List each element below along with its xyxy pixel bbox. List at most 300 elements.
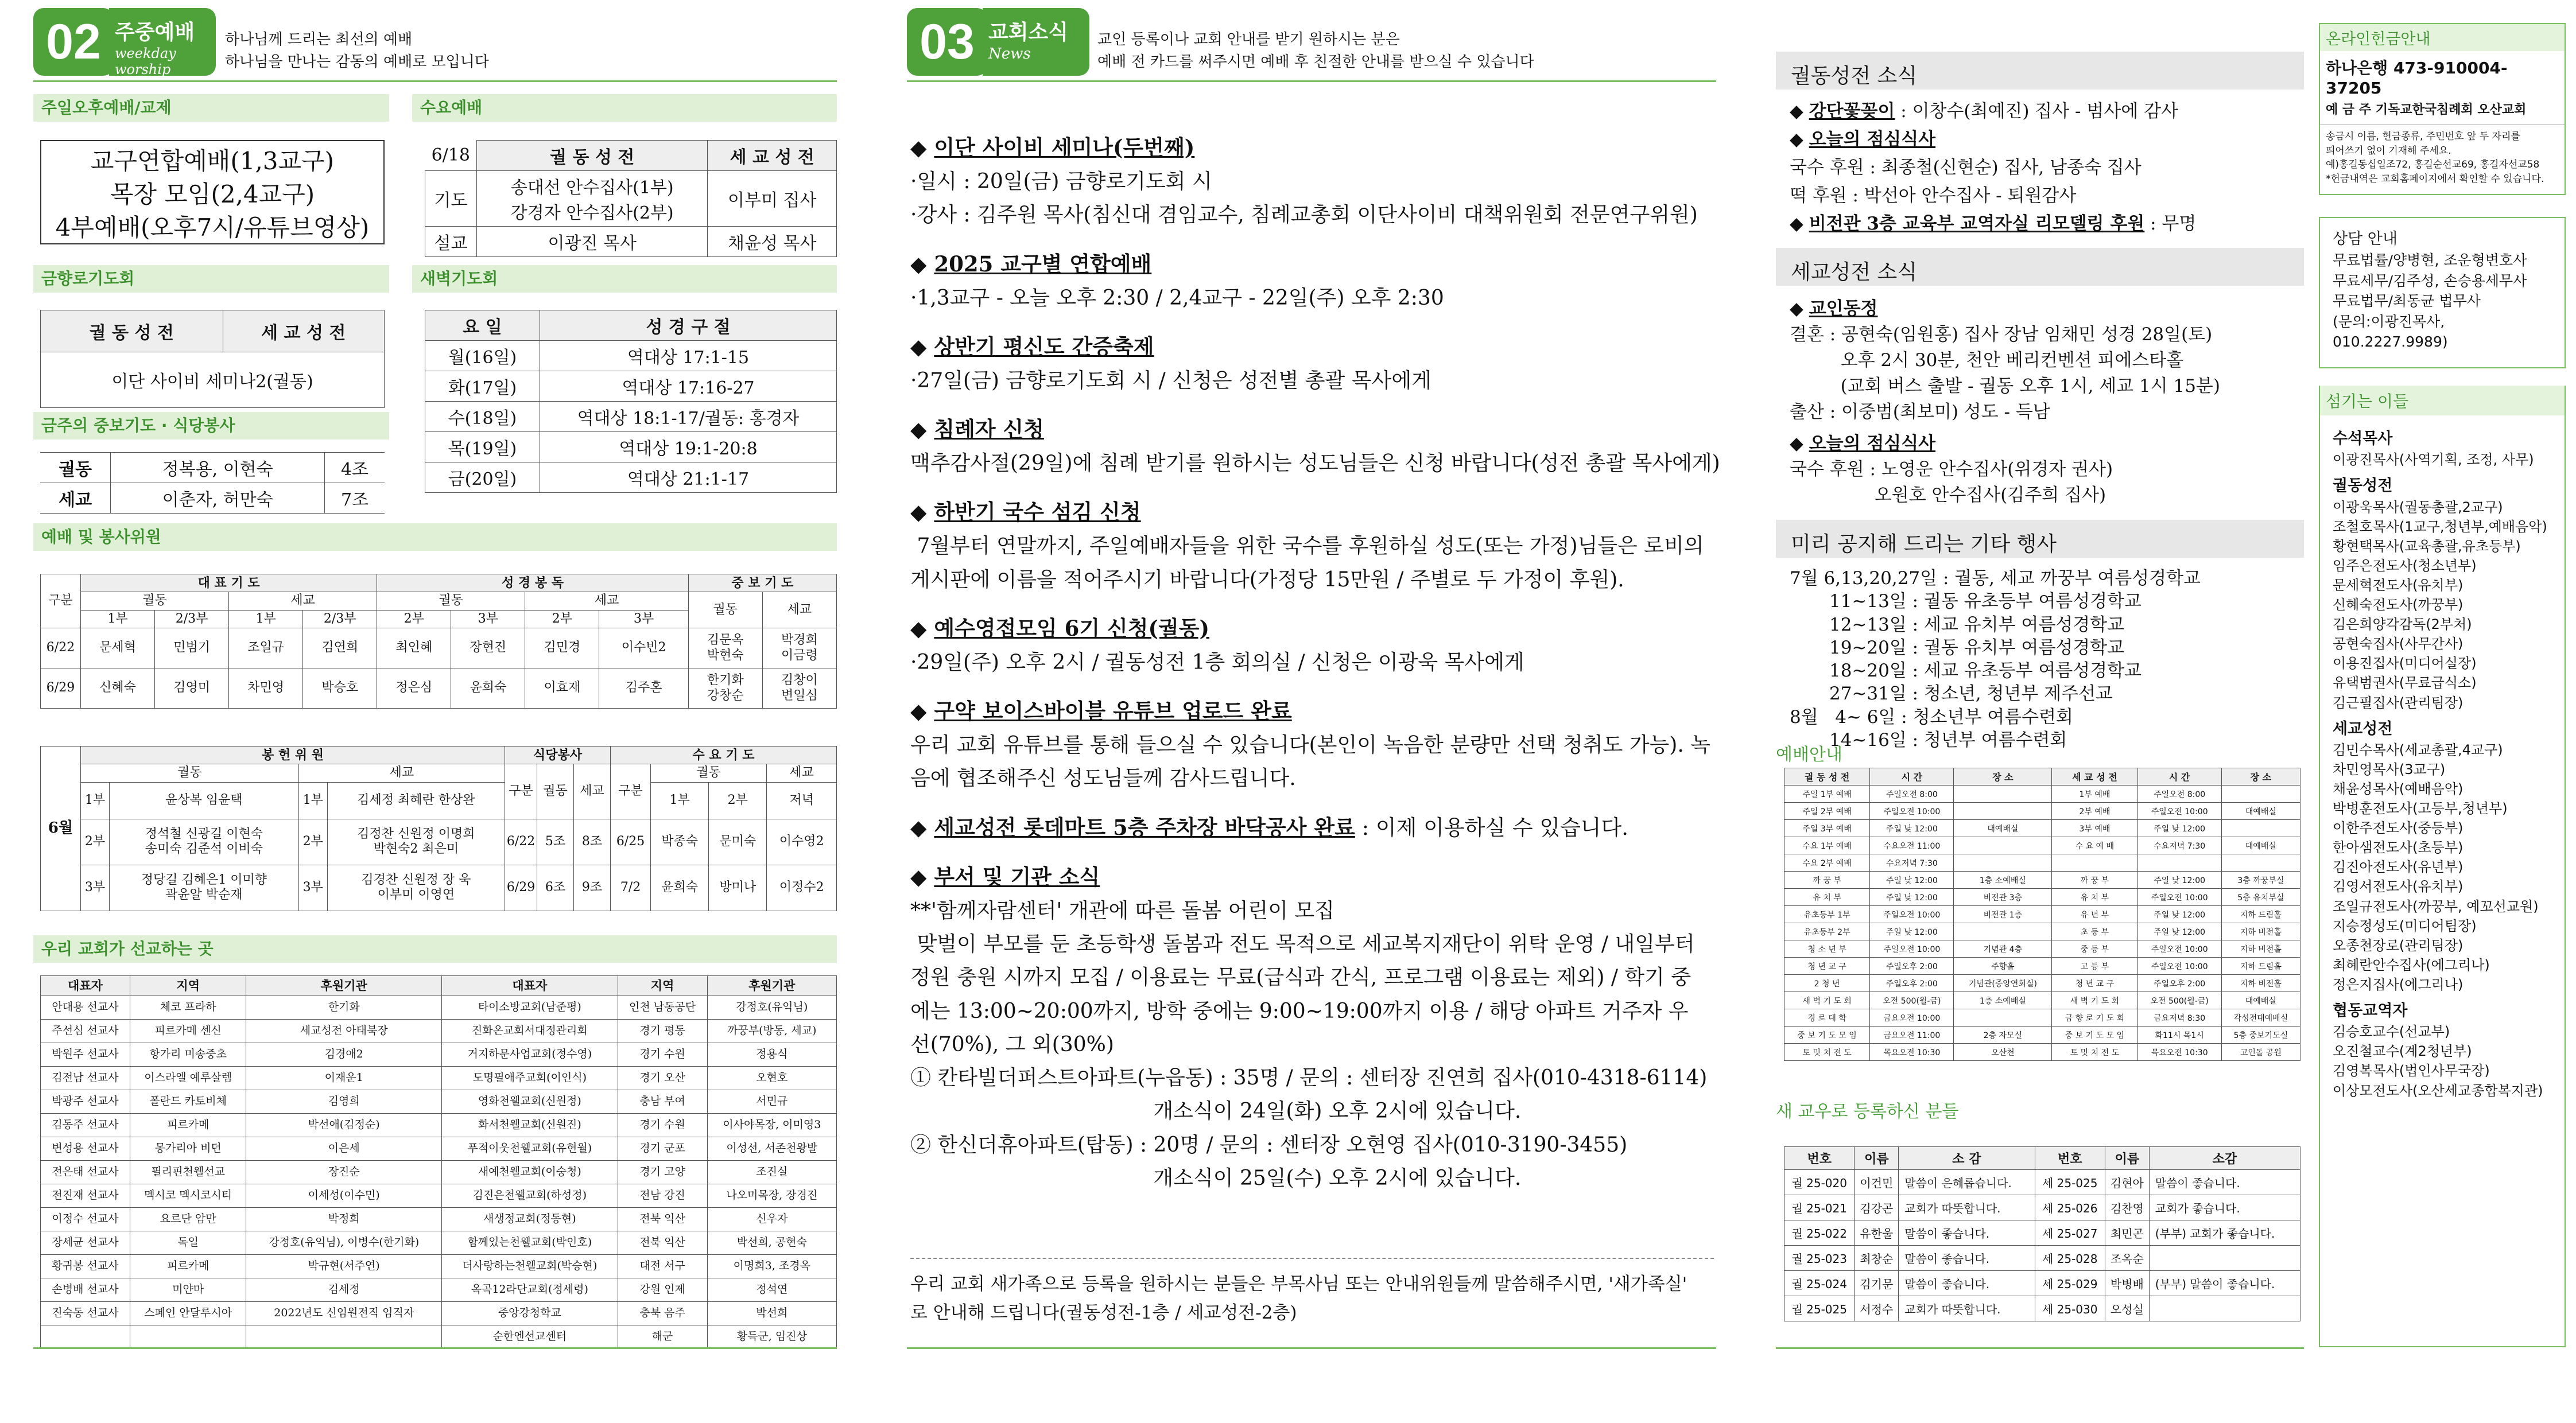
cell: 수요저녁 7:30 bbox=[2137, 837, 2221, 854]
cell: 저녁 bbox=[767, 782, 837, 819]
cell: 주일오후 2:00 bbox=[1870, 975, 1954, 992]
cell: 금(20일) bbox=[425, 462, 540, 493]
cell: 주일 3부 예배 bbox=[1784, 820, 1870, 837]
table-row bbox=[1784, 1044, 2300, 1061]
bold-label: 교인동정 bbox=[1809, 298, 1878, 319]
event-line: 19~20일 : 궐동 유치부 여름성경학교 bbox=[1790, 637, 2125, 658]
news-line: ·강사 : 김주원 목사(침신대 겸임교수, 침례교총회 이단사이비 대책위원회 전문연구위원) bbox=[910, 203, 1698, 227]
section-band: 미리 공지해 드리는 기타 행사 bbox=[1776, 520, 2304, 558]
cell: 청 년 교 구 bbox=[2052, 975, 2137, 992]
cell: 역대상 21:1-17 bbox=[540, 462, 837, 493]
cell bbox=[2149, 1246, 2300, 1271]
bank-account: 하나은행 473-910004-37205 bbox=[2326, 59, 2508, 98]
cell: 목(19일) bbox=[425, 432, 540, 462]
column-header: 궐 동 성 전 bbox=[1784, 768, 1870, 786]
cell: 신혜숙 bbox=[81, 668, 155, 709]
cell bbox=[1954, 786, 2052, 803]
news-heading bbox=[910, 495, 1714, 530]
news-item bbox=[910, 131, 1714, 232]
news-line: 음에 협조해주신 성도님들께 감사드립니다. bbox=[910, 767, 1296, 791]
sg-news-line: 국수 후원 : 노영운 안수집사(위경자 권사) bbox=[1790, 458, 2113, 480]
diamond-icon: ◆ bbox=[1790, 213, 1809, 234]
table-row bbox=[1784, 1009, 2300, 1027]
news-item bbox=[910, 612, 1714, 679]
cell: 변성용 선교사 bbox=[41, 1137, 130, 1161]
table-row bbox=[1784, 1220, 2300, 1246]
cell: 궐 25-025 bbox=[1784, 1296, 1855, 1321]
cell: 함께있는천웰교회(박인호) bbox=[442, 1231, 618, 1255]
cell: (부부) 말씀이 좋습니다. bbox=[2149, 1271, 2300, 1296]
news-title: 침례자 신청 bbox=[934, 417, 1044, 442]
cell: 3부 bbox=[451, 610, 525, 628]
cell: 7조 bbox=[325, 483, 385, 514]
cell: 주일 낮 12:00 bbox=[1870, 889, 1954, 906]
news-title: 예수영접모임 6기 신청(궐동) bbox=[934, 615, 1210, 641]
news-line: 정원 충원 시까지 모집 / 이용료는 무료(급식과 간식, 프로그램 이용료는 제외) / 학기 중 bbox=[910, 966, 1692, 990]
sunday-line: 4부예배(오후7시/유튜브영상) bbox=[55, 213, 370, 242]
cell: 김동주 선교사 bbox=[41, 1114, 130, 1137]
cell: 주일 낮 12:00 bbox=[2137, 906, 2221, 923]
cell: 기도 bbox=[425, 171, 477, 227]
cell: 정석철 신광길 이현숙 송미숙 김준석 이비숙 bbox=[110, 819, 299, 865]
dawn-table bbox=[425, 310, 837, 493]
diamond-icon: ◆ bbox=[910, 814, 934, 840]
online-note bbox=[2320, 125, 2565, 191]
footer-note bbox=[910, 1270, 1714, 1327]
cell: 강정호(유익님), 이병수(한기화) bbox=[246, 1231, 442, 1255]
staff-group-title: 수석목사 bbox=[2333, 430, 2393, 448]
cell: 문세혁 bbox=[81, 628, 155, 668]
cell: 9조 bbox=[574, 865, 611, 911]
cell: 민범기 bbox=[155, 628, 229, 668]
cell: 김영미 bbox=[155, 668, 229, 709]
news-item bbox=[910, 247, 1714, 315]
cell: 해군 bbox=[618, 1325, 707, 1349]
column-header: 소감 bbox=[2149, 1147, 2300, 1170]
cell: 지하 비전홀 bbox=[2221, 923, 2300, 940]
table-header-row bbox=[1784, 768, 2300, 786]
cell: 궐동 bbox=[81, 592, 229, 610]
table-row bbox=[41, 1137, 837, 1161]
cell: 궐동 bbox=[377, 592, 525, 610]
news-heading bbox=[910, 612, 1714, 646]
staff-group-title: 협동교역자 bbox=[2333, 1001, 2408, 1020]
news-title: 세교성전 롯데마트 5층 주차장 바닥공사 완료 bbox=[934, 814, 1355, 840]
cell: 독일 bbox=[130, 1231, 246, 1255]
cell bbox=[130, 1325, 246, 1349]
section-subtitle-en: weekday worship bbox=[115, 45, 176, 77]
cell: 궐동 bbox=[81, 764, 299, 782]
staff-member: 조일규전도사(까꿍부, 예꼬선교원) bbox=[2333, 898, 2539, 915]
cell: 김주혼 bbox=[599, 668, 688, 709]
cell: 금요오전 11:00 bbox=[1870, 1027, 1954, 1044]
cell: 이건민 bbox=[1855, 1170, 1899, 1195]
table-row bbox=[1784, 889, 2300, 906]
news-text: : 이창수(최예진) 집사 - 범사에 감사 bbox=[1895, 101, 2178, 122]
cell: 경기 수원 bbox=[618, 1114, 707, 1137]
event-line: 18~20일 : 세교 유초등부 여름성경학교 bbox=[1790, 660, 2142, 682]
cell: 황득군, 임진상 bbox=[707, 1325, 836, 1349]
cell: 3부 예배 bbox=[2052, 820, 2137, 837]
diamond-icon: ◆ bbox=[910, 698, 934, 724]
sg-news-line: 출산 : 이중범(최보미) 성도 - 득남 bbox=[1790, 401, 2050, 422]
cell: 이광진 목사 bbox=[477, 227, 708, 257]
staff-member: 정은지집사(에그리나) bbox=[2333, 976, 2464, 993]
staff-title: 섬기는 이들 bbox=[2320, 386, 2565, 415]
cell: 이재운1 bbox=[246, 1067, 442, 1090]
cell: 궐 동 성 전 bbox=[41, 310, 223, 352]
section-number: 03 bbox=[907, 8, 987, 76]
cell: 김창이 변일심 bbox=[762, 668, 836, 709]
cell: 토 밋 치 전 도 bbox=[1784, 1044, 1870, 1061]
cell: 옥곡12라단교회(정세령) bbox=[442, 1278, 618, 1302]
cell: 경기 평동 bbox=[618, 1020, 707, 1043]
cell: 지하 드림홀 bbox=[2221, 958, 2300, 975]
column-header: 대표자 bbox=[41, 976, 130, 996]
cell: 세교 bbox=[298, 764, 505, 782]
staff-member: 신혜숙전도사(까꿍부) bbox=[2333, 597, 2464, 613]
cell: 주일오전 10:00 bbox=[1870, 906, 1954, 923]
cell: 1부 bbox=[298, 782, 327, 819]
cell: 경기 고양 bbox=[618, 1161, 707, 1184]
cell: 정은심 bbox=[377, 668, 451, 709]
counsel-line: 무료법률/양병현, 조운형변호사 bbox=[2333, 252, 2527, 269]
news-heading bbox=[910, 131, 1714, 165]
cell: 주향홀 bbox=[1954, 958, 2052, 975]
cell: 2부 bbox=[525, 610, 599, 628]
cell: 이수빈2 bbox=[599, 628, 688, 668]
cell: 1부 bbox=[81, 610, 155, 628]
cell: 수(18일) bbox=[425, 402, 540, 432]
cell bbox=[477, 171, 708, 227]
cell: 1층 소예배실 bbox=[1954, 872, 2052, 889]
cell: 새 벽 기 도 회 bbox=[1784, 992, 1870, 1009]
cell: 세교 bbox=[762, 592, 836, 628]
table-row bbox=[1784, 1271, 2300, 1296]
cell: 최민곤 bbox=[2105, 1220, 2149, 1246]
section-header: 수요예배 bbox=[412, 94, 837, 122]
staff-member: 황현택목사(교육총괄,유초등부) bbox=[2333, 538, 2521, 554]
friday-table bbox=[40, 310, 385, 408]
table-row bbox=[1784, 872, 2300, 889]
staff-member: 차민영목사(3교구) bbox=[2333, 761, 2446, 777]
cell: 차민영 bbox=[229, 668, 303, 709]
cell: 유초등부 1부 bbox=[1784, 906, 1870, 923]
note-line: 송금시 이름, 헌금종류, 주민번호 앞 두 자리를 bbox=[2326, 131, 2520, 142]
news-heading bbox=[910, 247, 1714, 282]
cell: 김진은천웰교회(하성정) bbox=[442, 1184, 618, 1208]
cell: 경기 수원 bbox=[618, 1043, 707, 1067]
gw-news-line bbox=[1790, 127, 2306, 153]
page-04-main bbox=[1774, 0, 2307, 1423]
staff-member: 이광진목사(사역기획, 조정, 사무) bbox=[2333, 452, 2534, 468]
cell: 정복용, 이현숙 bbox=[111, 453, 325, 483]
cell: 주일 낮 12:00 bbox=[2137, 923, 2221, 940]
table-row bbox=[1784, 1027, 2300, 1044]
cell: 이단 사이비 세미나2(궐동) bbox=[41, 352, 385, 408]
header-sub-line: 하나님께 드리는 최선의 예배 bbox=[225, 31, 413, 48]
cell: 새예천웰교회(이숭청) bbox=[442, 1161, 618, 1184]
cell: 궐동 bbox=[40, 453, 111, 483]
cell: 봉 헌 위 원 bbox=[81, 747, 505, 764]
cell: 더사랑하는천웰교회(박승현) bbox=[442, 1255, 618, 1278]
staff-member: 최혜란안수집사(에그리나) bbox=[2333, 957, 2490, 973]
table-row bbox=[1784, 854, 2300, 872]
cell bbox=[1954, 854, 2052, 872]
table-row bbox=[1784, 1195, 2300, 1220]
cell: 중 보 기 도 bbox=[688, 574, 836, 592]
gw-news-line bbox=[1790, 155, 2306, 181]
cell: 6/29 bbox=[41, 668, 81, 709]
cell: 6월 bbox=[41, 747, 81, 911]
counsel-line: 상담 안내 bbox=[2333, 230, 2397, 248]
cell bbox=[1954, 1009, 2052, 1027]
cell: 지하 비전홀 bbox=[2221, 940, 2300, 958]
mission-table bbox=[40, 975, 837, 1349]
news-line: ① 칸타빌더퍼스트아파트(누읍동) : 35명 / 문의 : 센터장 진연희 집사(010-4318-6114) bbox=[910, 1066, 1708, 1090]
cell: 최창순 bbox=[1855, 1246, 1899, 1271]
cell: 화(17일) bbox=[425, 371, 540, 402]
cell: 주일오전 10:00 bbox=[2137, 940, 2221, 958]
staff-member: 한아샘전도사(초등부) bbox=[2333, 839, 2464, 856]
note-line: *헌금내역은 교회홈페이지에서 확인할 수 있습니다. bbox=[2326, 173, 2544, 185]
sg-news-line: 오원호 안수집사(김주희 집사) bbox=[1790, 484, 2106, 506]
news-item bbox=[910, 811, 1714, 845]
cell: 2부 bbox=[81, 819, 110, 865]
cell: 박선희 bbox=[707, 1302, 836, 1325]
cell: 오산천 bbox=[1954, 1044, 2052, 1061]
column-header: 후원기관 bbox=[246, 976, 442, 996]
cell: 궐 25-020 bbox=[1784, 1170, 1855, 1195]
cell bbox=[2052, 854, 2137, 872]
cell: 세교 bbox=[229, 592, 377, 610]
cell: 5층 유치부실 bbox=[2221, 889, 2300, 906]
cell: 이성선, 서존천왕발 bbox=[707, 1137, 836, 1161]
table-row bbox=[1784, 975, 2300, 992]
cell: 유 년 부 bbox=[2052, 906, 2137, 923]
cell: 궐동 bbox=[651, 764, 767, 782]
events-list bbox=[1790, 567, 2306, 752]
news-line: 우리 교회 유튜브를 통해 들으실 수 있습니다(본인이 녹음한 분량만 선택 청취도 가능). 녹 bbox=[910, 733, 1711, 757]
cell bbox=[1954, 923, 2052, 940]
cell: 전북 익산 bbox=[618, 1208, 707, 1231]
cell: 충북 음주 bbox=[618, 1302, 707, 1325]
cell: 장세균 선교사 bbox=[41, 1231, 130, 1255]
dashed-rule bbox=[910, 1258, 1714, 1259]
cell: 구분 bbox=[505, 764, 537, 819]
cell: 2부 예배 bbox=[2052, 803, 2137, 820]
cell: 세 25-028 bbox=[2035, 1246, 2105, 1271]
serve-table-2 bbox=[40, 746, 837, 911]
note-line: 예)홍길동십일조72, 홍길순선교69, 홍길자선교58 bbox=[2326, 159, 2540, 171]
cell: 세교 bbox=[767, 764, 837, 782]
cell: 거지하문사업교회(정수영) bbox=[442, 1043, 618, 1067]
cell: 궐동 bbox=[688, 592, 762, 628]
cell: 전북 익산 bbox=[618, 1231, 707, 1255]
cell: 유초등부 2부 bbox=[1784, 923, 1870, 940]
diamond-icon: ◆ bbox=[910, 499, 934, 525]
cell: 토 밋 치 전 도 bbox=[2052, 1044, 2137, 1061]
event-line: 12~13일 : 세교 유치부 여름성경학교 bbox=[1790, 614, 2125, 635]
cell: 윤희숙 bbox=[651, 865, 709, 911]
cell: 목요오전 10:30 bbox=[1870, 1044, 1954, 1061]
cell: 이사야목장, 이미영3 bbox=[707, 1114, 836, 1137]
online-box bbox=[2319, 23, 2566, 195]
column-header: 장 소 bbox=[2221, 768, 2300, 786]
cell: 박선애(김정순) bbox=[246, 1114, 442, 1137]
column-header: 번호 bbox=[1784, 1147, 1855, 1170]
cell: 이효재 bbox=[525, 668, 599, 709]
cell-line: 강경자 안수집사(2부) bbox=[510, 203, 674, 223]
cell: 2부 bbox=[709, 782, 767, 819]
cell: 오성실 bbox=[2105, 1296, 2149, 1321]
cell: 궐 25-023 bbox=[1784, 1246, 1855, 1271]
cell: 3부 bbox=[81, 865, 110, 911]
cell: 주일오전 10:00 bbox=[1870, 803, 1954, 820]
footer-line: 우리 교회 새가족으로 등록을 원하시는 분들은 부목사님 또는 안내위원들께 말씀해주시면, '새가족실' bbox=[910, 1274, 1687, 1294]
page-04-sidebar bbox=[2319, 0, 2571, 1423]
cell: 박병배 bbox=[2105, 1271, 2149, 1296]
cell: 새생정교회(정동현) bbox=[442, 1208, 618, 1231]
header-sub-line: 교인 등록이나 교회 안내를 받기 원하시는 분은 bbox=[1097, 31, 1400, 48]
cell: 지하 비전홀 bbox=[2221, 975, 2300, 992]
column-header: 세 교 성 전 bbox=[2052, 768, 2137, 786]
table-row bbox=[1784, 803, 2300, 820]
section-title-box bbox=[109, 8, 216, 76]
cell: 대예배실 bbox=[1954, 820, 2052, 837]
cell: 이세성(이수민) bbox=[246, 1184, 442, 1208]
cell bbox=[2149, 1296, 2300, 1321]
gw-news-line bbox=[1790, 183, 2306, 209]
cell: 말씀이 좋습니다. bbox=[1899, 1220, 2035, 1246]
cell: 수요저녁 7:30 bbox=[1870, 854, 1954, 872]
news-heading bbox=[910, 413, 1714, 447]
table-header-row bbox=[1784, 1147, 2300, 1170]
staff-list bbox=[2320, 415, 2565, 1107]
cell: 김전남 선교사 bbox=[41, 1067, 130, 1090]
news-text: 국수 후원 : 최종철(신현순) 집사, 남종숙 집사 bbox=[1790, 157, 2142, 178]
cell: 수 요 기 도 bbox=[611, 747, 837, 764]
cell: (부부) 교회가 좋습니다. bbox=[2149, 1220, 2300, 1246]
worship-table bbox=[1784, 768, 2300, 1061]
cell: 한기화 강창순 bbox=[688, 668, 762, 709]
counsel-line: 무료세무/김주성, 손승용세무사 bbox=[2333, 272, 2527, 289]
cell: 대전 서구 bbox=[618, 1255, 707, 1278]
cell: 정용식 bbox=[707, 1043, 836, 1067]
section-header: 새벽기도회 bbox=[412, 265, 837, 293]
counsel-line: (문의:이광진목사, 010.2227.9989) bbox=[2333, 313, 2448, 351]
table-row bbox=[41, 1043, 837, 1067]
cell: 조옥순 bbox=[2105, 1246, 2149, 1271]
section-label: 예배안내 bbox=[1776, 745, 1842, 765]
cell: 주일 2부 예배 bbox=[1784, 803, 1870, 820]
section-band: 세교성전 소식 bbox=[1776, 248, 2304, 286]
staff-member: 이상모전도사(오산세교종합복지관) bbox=[2333, 1082, 2543, 1099]
header-sub-line: 하나님을 만나는 감동의 예배로 모입니다 bbox=[225, 53, 490, 71]
cell bbox=[2221, 820, 2300, 837]
cell: 1부 bbox=[81, 782, 110, 819]
staff-member: 공현숙집사(사무간사) bbox=[2333, 636, 2464, 652]
sg-news bbox=[1790, 296, 2306, 508]
cell: 유한울 bbox=[1855, 1220, 1899, 1246]
cell: 중앙강청학교 bbox=[442, 1302, 618, 1325]
cell bbox=[2137, 854, 2221, 872]
cell: 5층 중보기도실 bbox=[2221, 1027, 2300, 1044]
column-header: 시 간 bbox=[2137, 768, 2221, 786]
cell: 세 교 성 전 bbox=[708, 141, 837, 171]
event-line: 11~13일 : 궐동 유초등부 여름성경학교 bbox=[1790, 591, 2142, 612]
diamond-icon: ◆ bbox=[1790, 101, 1809, 122]
cell: 경기 군포 bbox=[618, 1137, 707, 1161]
news-line: ② 한신더휴아파트(탑동) : 20명 / 문의 : 센터장 오현영 집사(010-3190-3455) bbox=[910, 1133, 1628, 1157]
section-title-box bbox=[983, 8, 1089, 76]
news-line: 개소식이 25일(수) 오후 2시에 있습니다. bbox=[910, 1167, 1522, 1191]
table-row bbox=[41, 1302, 837, 1325]
column-header: 이름 bbox=[1855, 1147, 1899, 1170]
cell: 지하 드림홀 bbox=[2221, 906, 2300, 923]
news-title: 이단 사이비 세미나(두번째) bbox=[934, 135, 1195, 160]
cell: 장현진 bbox=[451, 628, 525, 668]
cell: 이스라엘 예루살렘 bbox=[130, 1067, 246, 1090]
cell: 역대상 17:16-27 bbox=[540, 371, 837, 402]
cell: 새 벽 기 도 회 bbox=[2052, 992, 2137, 1009]
cell: 주일오전 10:00 bbox=[2137, 803, 2221, 820]
cell: 김민경 bbox=[525, 628, 599, 668]
cell bbox=[41, 1325, 130, 1349]
cell: 금요저녁 8:30 bbox=[2137, 1009, 2221, 1027]
cell: 요르단 암만 bbox=[130, 1208, 246, 1231]
cell: 충남 부여 bbox=[618, 1090, 707, 1114]
table-row bbox=[41, 1208, 837, 1231]
news-heading bbox=[910, 694, 1714, 729]
news-item bbox=[910, 860, 1714, 1196]
cell: 오전 500(월-금) bbox=[1870, 992, 1954, 1009]
cell: 기념관 4층 bbox=[1954, 940, 2052, 958]
cell: 박승호 bbox=[303, 668, 377, 709]
cell: 설교 bbox=[425, 227, 477, 257]
cell: 경기 오산 bbox=[618, 1067, 707, 1090]
cell: 화11시 목1시 bbox=[2137, 1027, 2221, 1044]
sunday-line: 교구연합예배(1,3교구) bbox=[90, 147, 335, 175]
cell: 8조 bbox=[574, 819, 611, 865]
news-text: : 무명 bbox=[2144, 213, 2197, 234]
event-line: 14~16일 : 청년부 여름수련회 bbox=[1790, 730, 2067, 751]
cell: 최인혜 bbox=[377, 628, 451, 668]
staff-member: 이한주전도사(중등부) bbox=[2333, 820, 2464, 837]
cell: 박원주 선교사 bbox=[41, 1043, 130, 1067]
cell: 피르카메 bbox=[130, 1114, 246, 1137]
staff-member: 김민수목사(세교총괄,4교구) bbox=[2333, 741, 2503, 758]
cell: 신우자 bbox=[707, 1208, 836, 1231]
staff-member: 김승호교수(선교부) bbox=[2333, 1024, 2450, 1040]
cell: 김현아 bbox=[2105, 1170, 2149, 1195]
cell bbox=[1954, 837, 2052, 854]
wednesday-table bbox=[425, 140, 837, 257]
cell: 고 등 부 bbox=[2052, 958, 2137, 975]
cell: 고인돌 공원 bbox=[2221, 1044, 2300, 1061]
cell: 주일오전 10:00 bbox=[2137, 958, 2221, 975]
event-line: 8월 4~ 6일 : 청소년부 여름수련회 bbox=[1790, 706, 2073, 728]
cell: 박경희 이금령 bbox=[762, 628, 836, 668]
cell: 교회가 따뜻합니다. bbox=[1899, 1195, 2035, 1220]
column-header: 장 소 bbox=[1954, 768, 2052, 786]
news-line: 7월부터 연말까지, 주일예배자들을 위한 국수를 후원하실 성도(또는 가정)님들은 로비의 bbox=[910, 534, 1704, 558]
section-header: 예배 및 봉사위원 bbox=[33, 523, 837, 551]
cell: 화서천웰교회(신원진) bbox=[442, 1114, 618, 1137]
sg-news-line: ◆ 교인동정 bbox=[1790, 298, 1878, 319]
cell: 구분 bbox=[41, 574, 81, 628]
cell: 이부미 집사 bbox=[708, 171, 837, 227]
